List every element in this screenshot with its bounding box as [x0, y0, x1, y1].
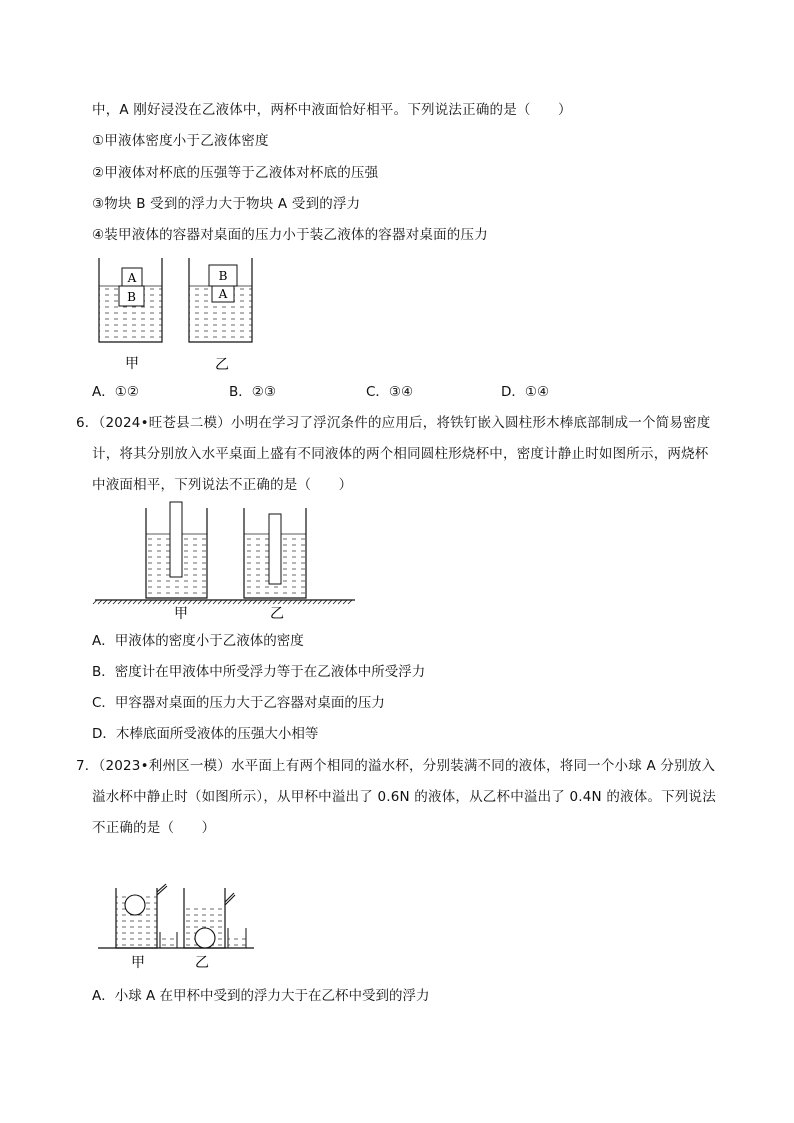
q7-figure: [97, 882, 267, 972]
q6-option-b: B．密度计在甲液体中所受浮力等于在乙液体中所受浮力: [92, 664, 426, 680]
q5-caption-right: 乙: [215, 357, 229, 373]
q6-stem-line-2: 计，将其分别放入水平桌面上盛有不同液体的两个相同圆柱形烧杯中，密度计静止时如图所示，两烧杯: [92, 446, 709, 462]
q7-stem-line-1: 7．（2023•利州区一模）水平面上有两个相同的溢水杯，分别装满不同的液体，将同一个小球 A 分别放入: [76, 758, 716, 774]
q6-caption-right: 乙: [270, 606, 284, 622]
q5-option-b: B．②③: [229, 384, 276, 400]
q5-option-c: C．③④: [366, 384, 414, 400]
q5-beaker-left: [99, 258, 162, 342]
q5-beaker-right: [189, 258, 252, 342]
q5-label-b-left: B: [127, 290, 136, 304]
q7-caption-left: 甲: [131, 955, 145, 971]
q6-table-surface: [93, 600, 355, 604]
q6-caption-left: 甲: [174, 606, 188, 622]
q6-beaker-left: [146, 502, 207, 598]
q7-overflow-cup-left: [116, 884, 167, 948]
q5-statement-1: ①甲液体密度小于乙液体密度: [92, 133, 269, 149]
q6-option-d: D．木棒底面所受液体的压强大小相等: [92, 726, 319, 742]
q6-option-a: A．甲液体的密度小于乙液体的密度: [92, 633, 304, 649]
q5-option-d: D．①④: [501, 384, 550, 400]
q6-option-c: C．甲容器对桌面的压力大于乙容器对桌面的压力: [92, 695, 385, 711]
q6-hydrometer-left: [170, 502, 182, 577]
q7-caption-right: 乙: [195, 955, 209, 971]
q5-label-b-right: B: [218, 269, 228, 283]
q5-stem: 中，A 刚好浸没在乙液体中，两杯中液面恰好相平。下列说法正确的是（ ）: [92, 102, 572, 118]
q5-figure: [95, 256, 295, 376]
q5-label-a-left: A: [127, 271, 137, 285]
q6-beaker-right: [244, 508, 306, 598]
q7-ball-left: [125, 895, 145, 915]
q6-hydrometer-right: [269, 514, 281, 584]
q7-catch-beaker-right: [228, 928, 246, 948]
q6-stem-line-3: 中液面相平，下列说法不正确的是（ ）: [92, 477, 353, 493]
q5-statement-2: ②甲液体对杯底的压强等于乙液体对杯底的压强: [92, 165, 379, 181]
q7-ball-right: [195, 928, 215, 948]
q7-overflow-cup-right: [184, 888, 235, 948]
q7-stem-line-3: 不正确的是（ ）: [92, 820, 216, 836]
q5-option-a: A．①②: [92, 384, 139, 400]
q7-option-a: A．小球 A 在甲杯中受到的浮力大于在乙杯中受到的浮力: [92, 988, 430, 1004]
q5-statement-3: ③物块 B 受到的浮力大于物块 A 受到的浮力: [92, 196, 361, 212]
q5-statement-4: ④装甲液体的容器对桌面的压力小于装乙液体的容器对桌面的压力: [92, 227, 488, 243]
q6-stem-line-1: 6．（2024•旺苍县二模）小明在学习了浮沉条件的应用后，将铁钉嵌入圆柱形木棒底部制成一个简易密度: [76, 415, 711, 431]
q5-caption-left: 甲: [125, 356, 139, 372]
q7-stem-line-2: 溢水杯中静止时（如图所示），从甲杯中溢出了 0.6N 的液体，从乙杯中溢出了 0.4N 的液体。下列说法: [92, 789, 716, 805]
q7-catch-beaker-left: [160, 932, 177, 948]
q5-label-a-right: A: [218, 287, 228, 301]
q6-figure: [93, 500, 363, 625]
